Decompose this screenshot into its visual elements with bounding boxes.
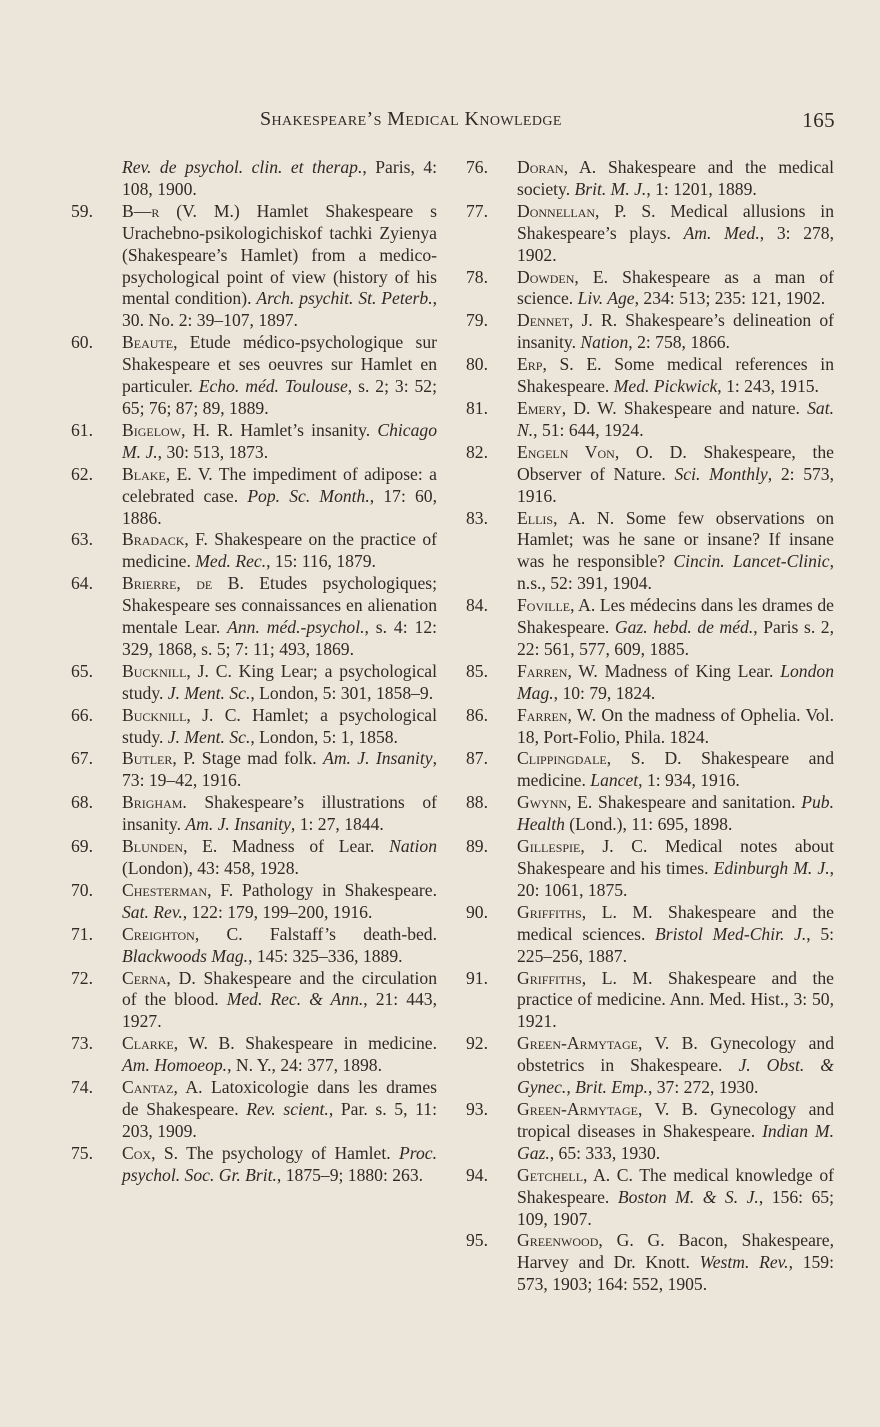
entry-author: Clippingdale <box>517 748 607 769</box>
entry-title: , E. Shakespeare and sanitation. <box>567 792 802 813</box>
entry-author: Engeln Von <box>517 441 615 462</box>
bibliography-entry <box>466 661 834 705</box>
entry-citation: , 1: 1201, 1889. <box>646 178 757 199</box>
entry-author: Greenwood <box>517 1230 599 1251</box>
entry-citation: , 234: 513; 235: 121, 1902. <box>634 288 826 309</box>
entry-author: Gwynn <box>517 792 568 813</box>
entry-journal: Sci. Monthly <box>674 463 768 484</box>
entry-number: 94. <box>466 1164 488 1185</box>
entry-journal: Med. Rec. <box>195 551 267 572</box>
entry-citation: , 1: 243, 1915. <box>717 376 819 397</box>
entry-number: 86. <box>466 704 488 725</box>
entry-title: , W. Madness of King Lear. <box>567 660 781 681</box>
entry-citation: , 20: 1061, 1875. <box>517 858 834 900</box>
bibliography-entry <box>71 705 437 749</box>
entry-journal: London Mag. <box>517 660 834 703</box>
entry-citation: , 73: 19–42, 1916. <box>122 748 437 791</box>
bibliography-entry <box>466 201 834 267</box>
entry-citation: (Lond.), 11: 695, 1898. <box>564 814 733 835</box>
entry-title: , V. B. Gynecology and tropical diseases in Shakespeare. <box>517 1098 834 1141</box>
entry-author: Chesterman <box>122 879 208 900</box>
entry-title: , W. On the madness of Ophelia. Vol. 18, Port-Folio, Phila. 1824. <box>517 704 834 747</box>
bibliography-entry <box>71 1077 437 1143</box>
bibliography-entry <box>71 836 437 880</box>
entry-title: , S. D. Shakespeare and medicine. <box>517 748 834 791</box>
bibliography-entry <box>71 661 437 705</box>
entry-citation: , 17: 60, 1886. <box>122 485 438 528</box>
entry-journal: Rev. scient. <box>246 1098 329 1119</box>
entry-number: 61. <box>71 419 93 440</box>
bibliography-entry <box>466 595 834 661</box>
entry-number: 74. <box>71 1077 93 1098</box>
bibliography-entry <box>71 201 437 332</box>
entry-number: 93. <box>466 1098 488 1119</box>
entry-title: , D. Shakespeare and the circulation of the blood. <box>122 967 437 1010</box>
entry-author: Bucknill <box>122 660 187 681</box>
entry-journal: Brit. M. J. <box>574 178 647 199</box>
right-column <box>466 157 834 1296</box>
entry-author: Bradack <box>122 529 185 550</box>
entry-title: , A. Latoxicologie dans les drames de Shakespeare. <box>122 1077 437 1119</box>
bibliography-entry <box>466 748 834 792</box>
entry-journal: Am. J. Insanity <box>185 814 291 835</box>
entry-citation: , 21: 443, 1927. <box>122 989 437 1032</box>
bibliography-entry <box>466 792 834 836</box>
left-entry-list <box>71 201 437 1187</box>
entry-citation: , 122: 179, 199–200, 1916. <box>182 901 373 922</box>
bibliography-entry <box>71 573 437 661</box>
entry-number: 60. <box>71 332 93 353</box>
entry-journal: Echo. méd. Toulouse <box>198 376 348 397</box>
entry-citation: , Par. s. 5, 11: 203, 1909. <box>122 1098 437 1141</box>
entry-citation: , 51: 644, 1924. <box>533 419 644 440</box>
entry-citation: , 30. No. 2: 39–107, 1897. <box>122 288 437 331</box>
entry-number: 88. <box>466 792 488 813</box>
entry-citation: , Paris, 4: 108, 1900. <box>122 157 438 199</box>
entry-number: 87. <box>466 748 488 769</box>
entry-title: , E. V. The impediment of adipose: a celebrated case. <box>122 463 437 506</box>
entry-title: , J. R. Shakespeare’s delineation of insanity. <box>517 310 834 353</box>
entry-number: 89. <box>466 836 488 857</box>
entry-author: Cantaz <box>122 1077 174 1098</box>
entry-title: , F. Shakespeare on the practice of medicine. <box>122 529 437 572</box>
entry-title: , H. R. Hamlet’s insanity. <box>181 419 378 440</box>
entry-number: 62. <box>71 463 93 484</box>
entry-number: 81. <box>466 397 488 418</box>
entry-number: 64. <box>71 573 93 594</box>
entry-title: , L. M. Shakespeare and the practice of medicine. <box>517 967 834 1010</box>
entry-number: 73. <box>71 1033 93 1054</box>
entry-author: Bucknill <box>122 704 187 725</box>
entry-author: Clarke <box>122 1033 174 1054</box>
entry-number: 59. <box>71 200 93 221</box>
entry-journal: Edinburgh M. J. <box>713 858 830 878</box>
entry-author: Doran <box>517 157 564 177</box>
entry-title: , G. G. Bacon, Shakespeare, Harvey and Dr. Knott. <box>517 1230 834 1273</box>
entry-title: , P. Stage mad folk. <box>172 748 324 769</box>
entry-author: Beaute <box>122 332 174 353</box>
bibliography-entry <box>466 836 834 902</box>
bibliography-entry <box>71 1143 437 1187</box>
entry-number: 80. <box>466 354 488 375</box>
entry-citation: , 30: 513, 1873. <box>157 441 269 462</box>
entry-author: Brierre, de <box>122 573 213 594</box>
entry-citation: , s. 2; 3: 52; 65; 76; 87; 89, 1889. <box>122 376 437 418</box>
entry-number: 75. <box>71 1142 93 1163</box>
entry-citation: , 37: 272, 1930. <box>647 1077 759 1098</box>
entry-title: , Etude médico-psychologique sur Shakespeare et ses oeuvres sur Hamlet en particuler. <box>122 332 437 397</box>
entry-journal: Cincin. Lancet-Clinic <box>673 551 830 572</box>
bibliography-entry <box>466 1099 834 1165</box>
entry-author: Blunden <box>122 836 184 857</box>
entry-number: 79. <box>466 310 488 331</box>
entry-citation: , 2: 758, 1866. <box>628 332 730 353</box>
entry-author: Dowden <box>517 266 575 287</box>
bibliography-entry <box>466 705 834 749</box>
bibliography-entry <box>466 157 834 201</box>
entry-author: Farren <box>517 660 568 681</box>
entry-author: Donnellan <box>517 200 596 221</box>
entry-title: , L. M. Shakespeare and the medical sciences. <box>517 901 834 944</box>
entry-journal: Sat. Rev. <box>122 901 183 922</box>
entry-number: 69. <box>71 836 93 857</box>
entry-title: , E. Madness of Lear. <box>183 836 390 857</box>
entry-author: Griffiths <box>517 901 582 922</box>
entry-citation: , s. 4: 12: 329, 1868, s. 5; 7: 11; 493, 1869. <box>122 617 437 659</box>
page-number: 165 <box>802 108 835 132</box>
entry-citation: , London, 5: 1, 1858. <box>250 726 398 747</box>
entry-number: 70. <box>71 879 93 900</box>
entry-number: 83. <box>466 507 488 528</box>
entry-title: , F. Pathology in Shakespeare. <box>207 879 437 900</box>
entry-author: Dennet <box>517 310 570 331</box>
entry-number: 92. <box>466 1033 488 1054</box>
entry-journal: Bristol Med-Chir. J. <box>655 923 807 944</box>
entry-journal: Med. Pickwick <box>613 376 718 397</box>
entry-journal: Ann. méd.-psychol. <box>227 617 365 638</box>
entry-author: Creighton <box>122 923 195 944</box>
entry-journal: Westm. Rev. <box>699 1252 789 1273</box>
entry-author: Butler <box>122 748 173 769</box>
entry-title: , C. Falstaff’s death-bed. <box>194 923 437 944</box>
entry-number: 90. <box>466 901 488 922</box>
entry-author: B—r <box>122 200 160 221</box>
entry-journal: Proc. psychol. Soc. Gr. Brit. <box>122 1142 437 1185</box>
entry-journal: Blackwoods Mag. <box>122 945 249 966</box>
running-title: Shakespeare’s Medical Knowledge <box>260 108 562 130</box>
entry-title: , W. B. Shakespeare in medicine. <box>173 1033 437 1054</box>
entry-number: 91. <box>466 967 488 988</box>
entry-author: Gillespie <box>517 836 581 857</box>
bibliography-entry <box>466 442 834 508</box>
entry-title: (V. M.) Hamlet Shakespeare s Urachebno-psikologichiskof tachki Zyienya (Shakespeare’s Hamlet) from a medico-psychological point of view (history of his mental condition). <box>122 200 437 309</box>
entry-author: Griffiths <box>517 967 582 988</box>
bibliography-entry <box>71 1033 437 1077</box>
entry-author: Erp <box>517 354 543 375</box>
entry-author: Farren <box>517 704 568 725</box>
entry-number: 76. <box>466 157 488 177</box>
bibliography-entry <box>71 748 437 792</box>
entry-citation: , 1: 934, 1916. <box>638 770 740 791</box>
bibliography-entry <box>71 332 437 420</box>
bibliography-entry <box>71 880 437 924</box>
entry-author: Ellis <box>517 507 554 528</box>
entry-number: 78. <box>466 266 488 287</box>
entry-journal: Lancet <box>590 770 639 791</box>
bibliography-entry <box>466 508 834 596</box>
entry-citation: , London, 5: 301, 1858–9. <box>250 682 434 703</box>
bibliography-entry <box>71 420 437 464</box>
entry-journal: Sat. N. <box>517 397 834 440</box>
entry-title: , A. Shakespeare and the medical society. <box>517 157 834 199</box>
entry-title: , E. Shakespeare as a man of science. <box>517 266 834 309</box>
entry-author: Foville <box>517 595 571 616</box>
bibliography-entry <box>71 529 437 573</box>
entry-citation: , 145: 325–336, 1889. <box>248 945 403 966</box>
bibliography-entry <box>71 464 437 530</box>
entry-number: 95. <box>466 1230 488 1251</box>
entry-citation: , 159: 573, 1903; 164: 552, 1905. <box>517 1252 834 1295</box>
bibliography-entry <box>466 398 834 442</box>
entry-journal: Nation <box>389 836 437 857</box>
entry-title: , J. C. Medical notes about Shakespeare and his times. <box>517 836 834 878</box>
bibliography-entry <box>466 1230 834 1296</box>
entry-title: , J. C. King Lear; a psychological study. <box>122 660 437 703</box>
entry-author: Green-Armytage <box>517 1033 638 1054</box>
entry-title: , J. C. Hamlet; a psychological study. <box>122 704 437 747</box>
entry-citation: Ann. Med. Hist., 3: 50, 1921. <box>517 989 834 1032</box>
entry-journal: Chicago M. J. <box>122 419 437 462</box>
entry-author: Blake <box>122 463 166 484</box>
entry-journal: Pub. Health <box>517 792 834 835</box>
entry-citation: , 1: 27, 1844. <box>290 814 384 835</box>
entry-title: , A. Les médecins dans les drames de Shakespeare. <box>517 595 834 638</box>
entry-author: Emery <box>517 397 562 418</box>
entry-citation: , 5: 225–256, 1887. <box>517 923 835 966</box>
entry-title: B. Etudes psychologiques; Shakespeare ses connaissances en alienation mentale Lear. <box>122 573 437 638</box>
continued-entry <box>71 157 437 201</box>
left-column <box>71 157 437 1187</box>
entry-citation: , 65: 333, 1930. <box>549 1142 661 1163</box>
entry-number: 66. <box>71 704 93 725</box>
entry-title: , P. S. Medical allusions in Shakespeare’s plays. <box>517 200 834 243</box>
entry-journal: J. Obst. & Gynec., Brit. Emp. <box>517 1055 834 1098</box>
running-head <box>260 108 835 138</box>
entry-title: , S. E. Some medical references in Shakespeare. <box>517 354 834 397</box>
entry-number: 82. <box>466 441 488 462</box>
entry-title: , A. C. The medical knowledge of Shakespeare. <box>517 1164 834 1207</box>
entry-number: 77. <box>466 200 488 221</box>
entry-citation: , 15: 116, 1879. <box>266 551 376 572</box>
entry-number: 84. <box>466 595 488 616</box>
entry-citation: (London), 43: 458, 1928. <box>122 858 299 878</box>
entry-title: , V. B. Gynecology and obstetrics in Shakespeare. <box>517 1033 834 1076</box>
entry-citation: , 1875–9; 1880: 263. <box>276 1164 424 1185</box>
entry-journal: Am. J. Insanity <box>323 748 433 769</box>
entry-journal: Am. Med. <box>683 222 760 243</box>
entry-journal: Nation <box>580 332 629 353</box>
entry-author: Brigham <box>122 792 183 813</box>
entry-citation: , 2: 573, 1916. <box>517 463 834 506</box>
entry-author: Getchell <box>517 1164 584 1185</box>
entry-number: 68. <box>71 792 93 813</box>
bibliography-entry <box>466 310 834 354</box>
bibliography-entry <box>466 902 834 968</box>
entry-title: , O. D. Shakespeare, the Observer of Nature. <box>517 441 834 484</box>
entry-citation: , 10: 79, 1824. <box>553 682 656 703</box>
entry-journal: Rev. de psychol. clin. et therap. <box>122 157 363 177</box>
entry-journal: Am. Homoeop. <box>122 1055 228 1076</box>
entry-number: 71. <box>71 923 93 944</box>
entry-number: 63. <box>71 529 93 550</box>
entry-citation: , 156: 65; 109, 1907. <box>517 1186 834 1229</box>
entry-title: . Shakespeare’s illustrations of insanity. <box>122 792 437 835</box>
entry-title: , D. W. Shakespeare and nature. <box>561 397 808 418</box>
bibliography-entry <box>71 792 437 836</box>
entry-journal: Liv. Age <box>577 288 635 309</box>
entry-number: 67. <box>71 748 93 769</box>
bibliography-entry <box>71 968 437 1034</box>
entry-citation: , Paris s. 2, 22: 561, 577, 609, 1885. <box>517 617 834 659</box>
entry-number: 72. <box>71 967 93 988</box>
entry-author: Cerna <box>122 967 167 988</box>
bibliography-entry <box>466 1033 834 1099</box>
entry-number: 65. <box>71 660 93 681</box>
bibliography-entry <box>466 1165 834 1231</box>
bibliography-entry <box>466 267 834 311</box>
entry-journal: Boston M. & S. J. <box>617 1186 759 1207</box>
entry-journal: J. Ment. Sc. <box>167 726 251 747</box>
entry-journal: Pop. Sc. Month. <box>247 485 370 506</box>
entry-title: , A. N. Some few observations on Hamlet; was he sane or insane? If insane was he responsible? <box>517 507 834 572</box>
entry-citation: , n.s., 52: 391, 1904. <box>517 551 834 594</box>
entry-title: , S. The psychology of Hamlet. <box>151 1142 400 1163</box>
entry-citation: , N. Y., 24: 377, 1898. <box>227 1055 382 1076</box>
right-entry-list <box>466 157 834 1296</box>
bibliography-entry <box>71 924 437 968</box>
entry-author: Green-Armytage <box>517 1098 638 1119</box>
entry-journal: Gaz. hebd. de méd. <box>614 617 754 638</box>
entry-journal: Indian M. Gaz. <box>517 1120 834 1163</box>
entry-number: 85. <box>466 660 488 681</box>
entry-citation: , 3: 278, 1902. <box>517 222 834 265</box>
entry-journal: Arch. psychit. St. Peterb. <box>256 288 433 309</box>
entry-journal: Med. Rec. & Ann. <box>226 989 364 1010</box>
bibliography-entry <box>466 354 834 398</box>
entry-journal: J. Ment. Sc. <box>167 682 251 703</box>
entry-author: Cox <box>122 1142 152 1163</box>
entry-author: Bigelow <box>122 419 182 440</box>
bibliography-entry <box>466 968 834 1034</box>
